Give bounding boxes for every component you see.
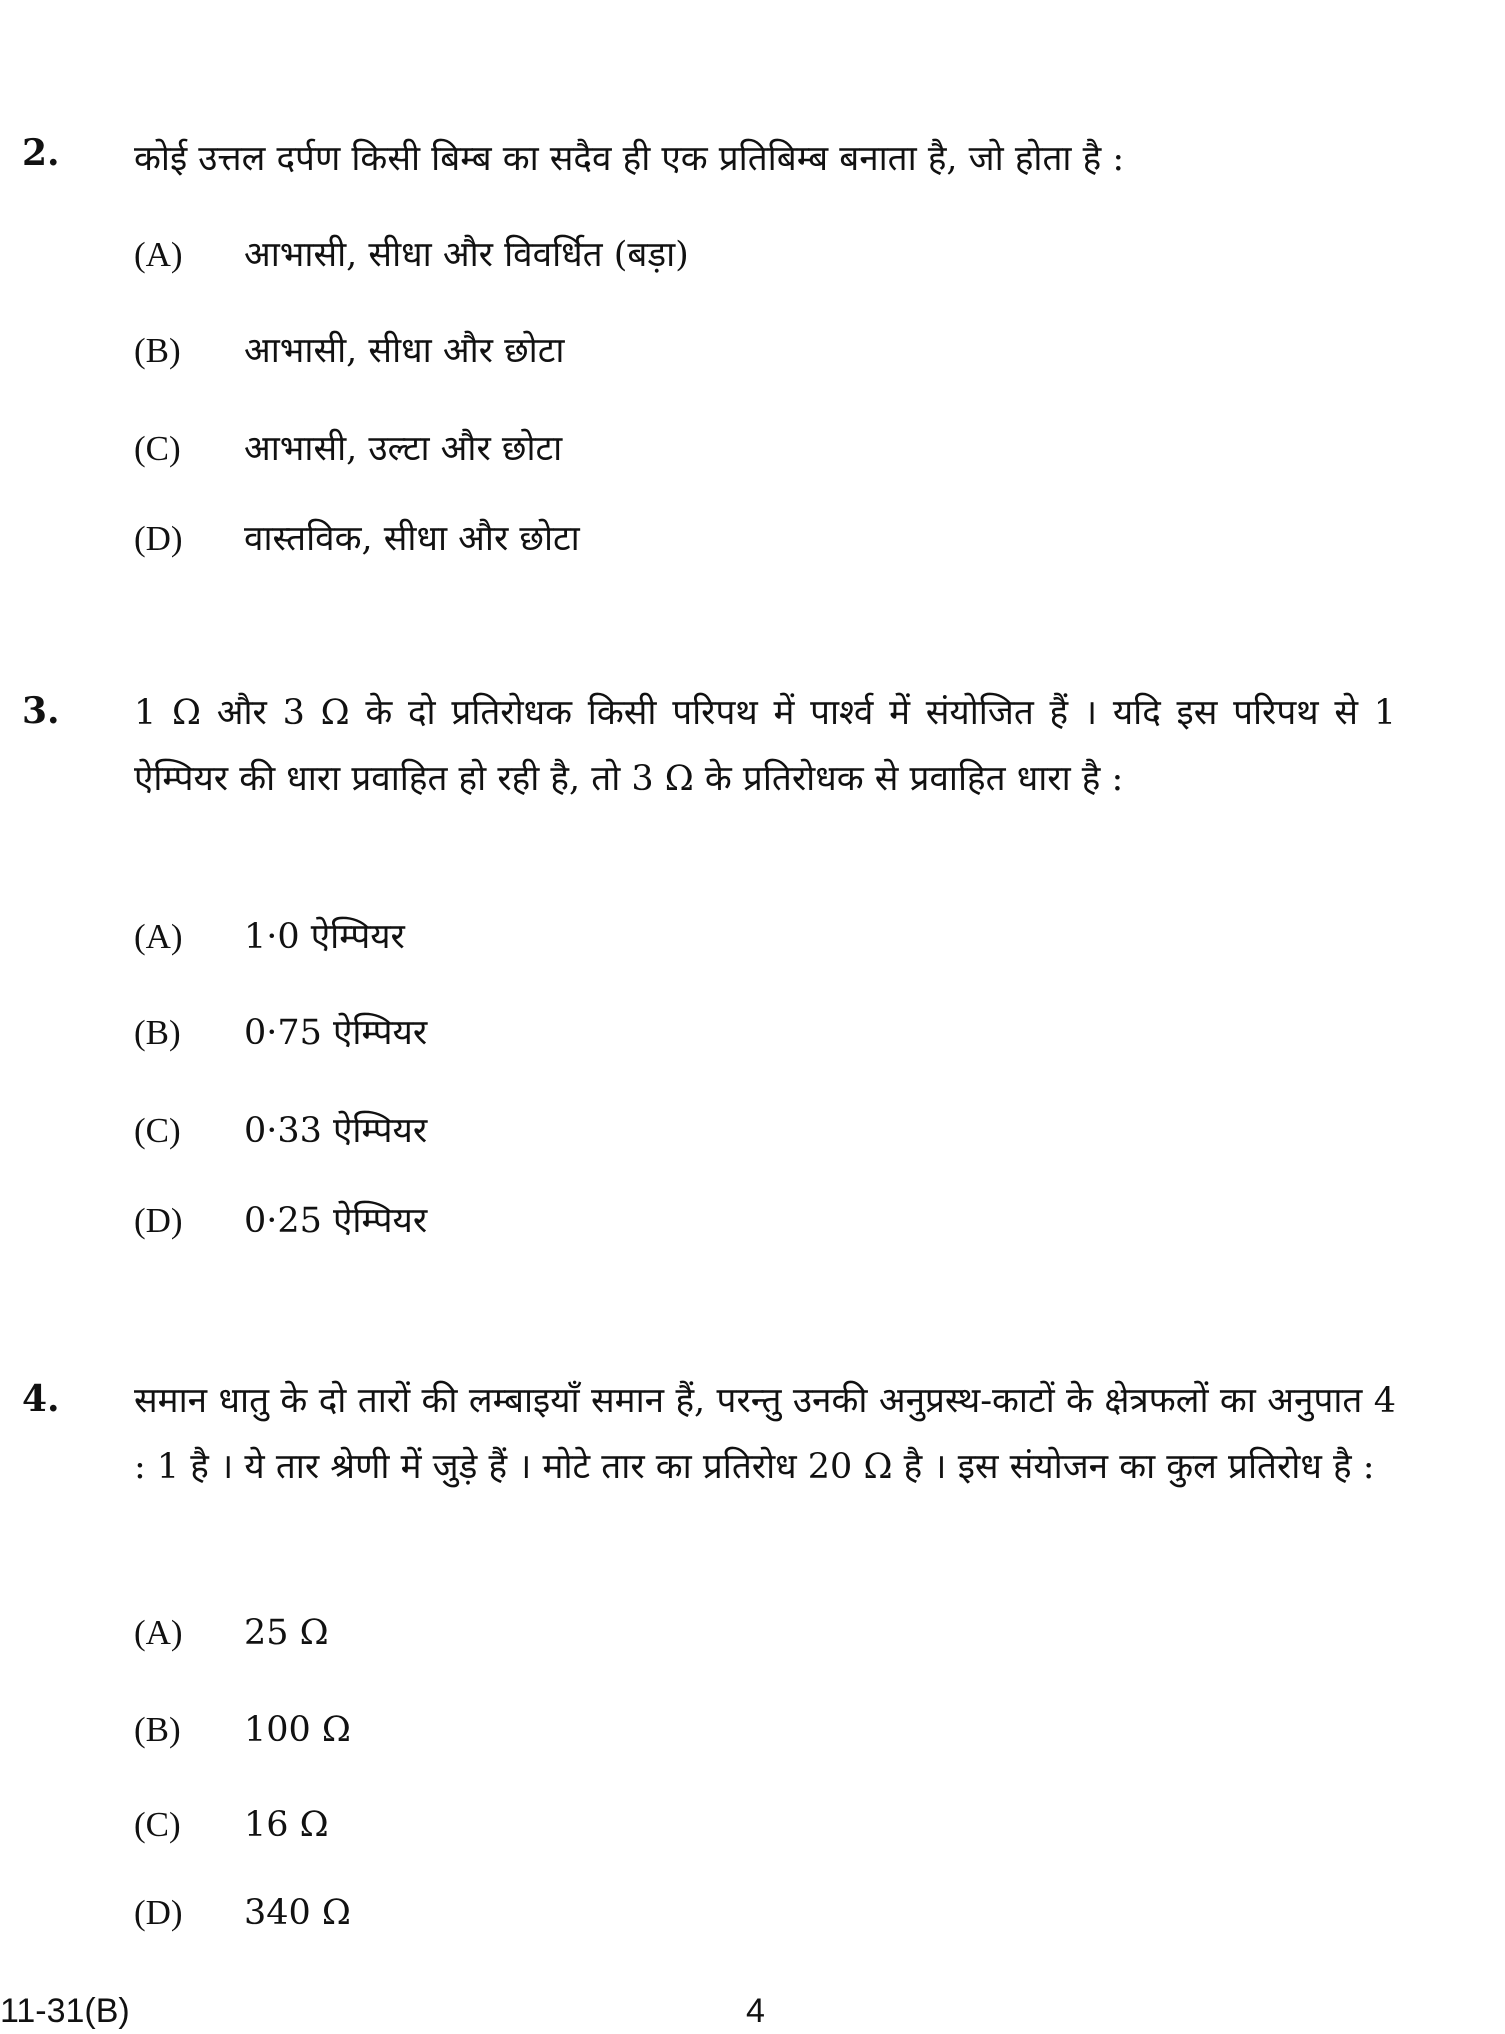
option-a <box>134 1613 329 1653</box>
option-label: (D) <box>134 519 183 558</box>
option-text: आभासी, उल्टा और छोटा <box>244 429 563 469</box>
option-text: वास्तविक, सीधा और छोटा <box>244 519 580 559</box>
option-text: 1·0 ऐम्पियर <box>244 917 405 957</box>
option-text: आभासी, सीधा और छोटा <box>244 331 565 371</box>
option-d <box>134 1893 351 1933</box>
option-a <box>134 230 689 277</box>
option-label: (B) <box>134 1710 181 1749</box>
option-d <box>134 1196 427 1243</box>
option-text: 100 Ω <box>244 1710 351 1750</box>
option-d <box>134 514 580 561</box>
option-text: आभासी, सीधा और विवर्धित (बड़ा) <box>244 235 689 275</box>
option-text: 340 Ω <box>244 1893 351 1933</box>
question-number: 2. <box>22 132 60 174</box>
option-label: (A) <box>134 917 183 956</box>
option-b <box>134 1710 351 1750</box>
option-text: 0·25 ऐम्पियर <box>244 1201 428 1241</box>
paper-code: 11-31(B) <box>0 1992 130 2030</box>
option-b <box>134 326 564 373</box>
question-number: 4. <box>22 1378 60 1420</box>
option-label: (D) <box>134 1201 183 1240</box>
option-text: 0·33 ऐम्पियर <box>244 1111 428 1151</box>
option-label: (B) <box>134 331 181 370</box>
question-number: 3. <box>22 690 60 732</box>
question-text: समान धातु के दो तारों की लम्बाइयाँ समान हैं, परन्तु उनकी अनुप्रस्थ-काटों के क्षेत्रफलों का अनुपात 4 : 1 है । ये तार श्रेणी में जुड़े हैं । मोटे तार का प्रतिरोध 20 Ω है । इस संयोजन का कुल प्रतिरोध है : <box>134 1381 1396 1487</box>
option-label: (C) <box>134 1805 181 1844</box>
option-text: 0·75 ऐम्पियर <box>244 1013 428 1053</box>
option-text: 25 Ω <box>244 1613 329 1653</box>
question-text: 1 Ω और 3 Ω के दो प्रतिरोधक किसी परिपथ में पार्श्व में संयोजित हैं । यदि इस परिपथ से 1 ऐम्पियर की धारा प्रवाहित हो रही है, तो 3 Ω के प्रतिरोधक से प्रवाहित धारा है : <box>134 693 1396 799</box>
option-label: (C) <box>134 1111 181 1150</box>
option-b <box>134 1008 427 1055</box>
option-a <box>134 912 405 959</box>
option-label: (C) <box>134 429 181 468</box>
option-label: (B) <box>134 1013 181 1052</box>
option-text: 16 Ω <box>244 1805 329 1845</box>
question-text: कोई उत्तल दर्पण किसी बिम्ब का सदैव ही एक प्रतिबिम्ब बनाता है, जो होता है : <box>134 139 1125 179</box>
option-c <box>134 1805 329 1845</box>
option-label: (D) <box>134 1893 183 1932</box>
option-c <box>134 424 562 471</box>
option-c <box>134 1106 427 1153</box>
option-label: (A) <box>134 235 183 274</box>
option-label: (A) <box>134 1613 183 1652</box>
page-number: 4 <box>746 1992 765 2030</box>
